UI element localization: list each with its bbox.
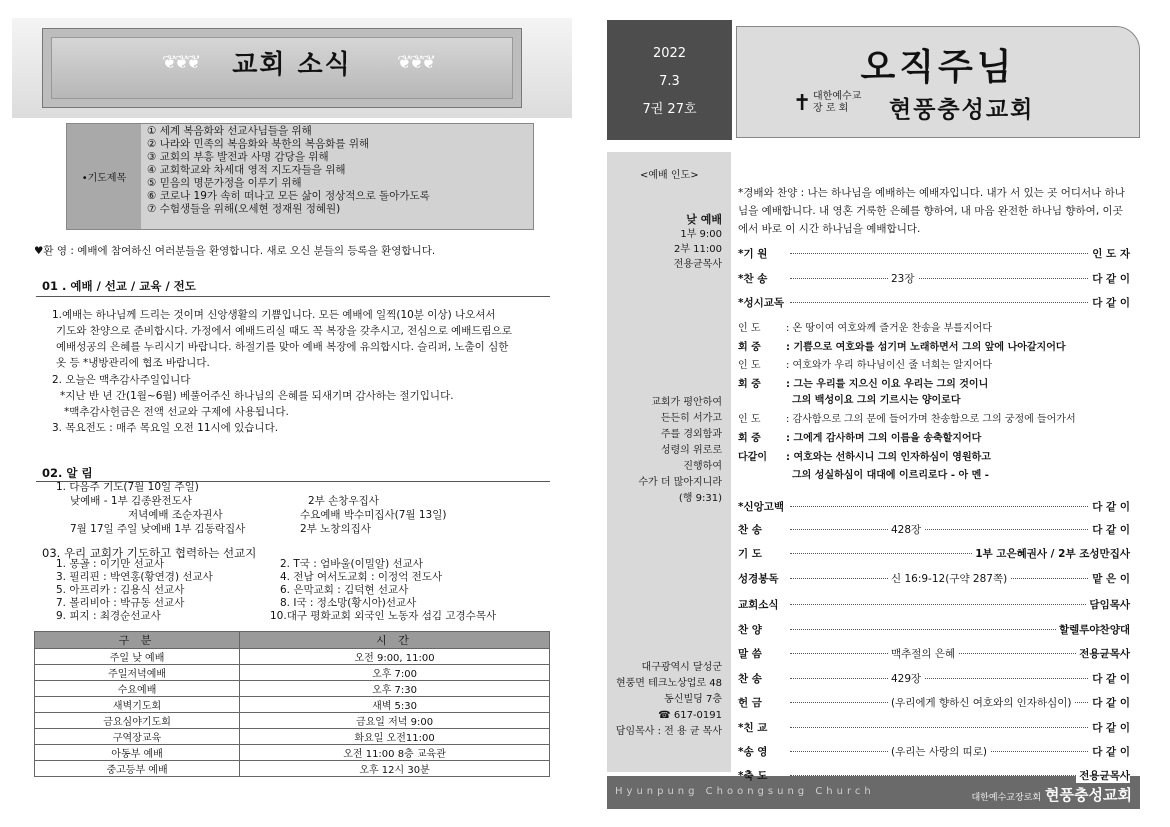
address-line: 동신빌딩 7층 xyxy=(664,694,722,705)
mission-item: 1. 몽골 : 이기만 선교사 xyxy=(56,558,165,570)
order-label: *성시교독 xyxy=(738,297,785,309)
responsive-line xyxy=(738,449,991,467)
worship-leader-label: <예배 인도> xyxy=(640,170,699,181)
table-header: 시 간 xyxy=(240,632,550,649)
worship-line: 예배성공의 은혜를 누리시기 바랍니다. 하절기를 맞아 예배 복장에 유의합시다. 슬리퍼, 노출이 심한 xyxy=(56,341,509,353)
church-name: 현풍충성교회 xyxy=(889,96,1035,123)
table-cell: 금요심야기도회 xyxy=(35,713,240,729)
order-content: 429장 xyxy=(888,671,924,686)
reader-role: 다같이 xyxy=(738,452,767,463)
prayer-item: ① 세계 복음화와 선교사님들을 위해 xyxy=(147,125,312,137)
reading-text: 그의 백성이요 그의 기르시는 양이로다 xyxy=(792,395,961,406)
table-row xyxy=(35,761,550,777)
order-row xyxy=(738,621,1130,637)
verse-line: 진행하여 xyxy=(683,461,722,472)
table-cell: 아동부 예배 xyxy=(35,745,240,761)
prayer-list xyxy=(141,124,533,229)
address-line: 대구광역시 달성군 xyxy=(641,662,722,673)
order-leader: 다 같 이 xyxy=(1089,695,1130,710)
reading-text: : 여호와가 우리 하나님이신 줄 너희는 알지어다 xyxy=(786,360,992,371)
order-leader: 다 같 이 xyxy=(1089,744,1130,759)
service-times xyxy=(662,212,722,272)
divider xyxy=(36,296,550,297)
church-address xyxy=(612,660,722,740)
notice-line: 7월 17일 주일 낮예배 1부 김동락집사 xyxy=(70,523,246,535)
denomination-line: 대한예수교 xyxy=(813,91,862,102)
service-line: 전용균목사 xyxy=(673,259,722,270)
table-cell: 중고등부 예배 xyxy=(35,761,240,777)
mission-item: 7. 볼리비아 : 박규동 선교사 xyxy=(56,597,185,609)
prayer-label: •기도제목 xyxy=(67,124,141,229)
address-line: ☎ 617-0191 xyxy=(658,710,722,721)
order-label: 교회소식 xyxy=(738,599,779,611)
order-row xyxy=(738,694,1130,710)
worship-line: *맥추감사헌금은 전액 선교와 구제에 사용됩니다. xyxy=(64,406,289,418)
order-leader: 인 도 자 xyxy=(1089,246,1130,261)
reading-text: : 그는 우리를 지으신 이요 우리는 그의 것이니 xyxy=(786,379,989,390)
call-to-worship: 에서 바로 이 시간 하나님을 예배합니다. xyxy=(738,223,921,235)
order-label: *기 원 xyxy=(738,248,768,260)
responsive-line xyxy=(738,357,992,375)
responsive-line xyxy=(738,339,1066,357)
issue-volume: 7권 27호 xyxy=(642,102,697,117)
order-row xyxy=(738,645,1130,661)
order-leader: 다 같 이 xyxy=(1089,499,1130,514)
table-cell: 주일 낮 예배 xyxy=(35,649,240,665)
table-cell: 금요일 저녁 9:00 xyxy=(240,713,550,729)
responsive-line xyxy=(738,430,981,448)
dotted-leader xyxy=(790,302,1130,303)
leaf-ornament-icon: ❦❦❦ xyxy=(397,52,434,73)
order-content: (우리에게 향하신 여호와의 인자하심이) xyxy=(888,695,1075,710)
service-title: 낮 예배 xyxy=(686,213,722,226)
call-to-worship: *경배와 찬양 : 나는 하나님을 예배하는 예배자입니다. 내가 서 있는 곳 어디서나 하나 xyxy=(738,187,1125,199)
section-title-worship: 01 . 예배 / 선교 / 교육 / 전도 xyxy=(42,279,196,293)
dotted-leader xyxy=(790,253,1130,254)
order-label: *신앙고백 xyxy=(738,501,785,513)
prayer-topics xyxy=(66,123,534,230)
verse-line: 주를 경외함과 xyxy=(660,429,722,440)
footer-english: Hyunpung Choongsung Church xyxy=(615,786,875,797)
notice-line: 저녁예배 조순자권사 xyxy=(128,509,223,521)
order-row xyxy=(738,670,1130,686)
table-cell: 화요일 오전11:00 xyxy=(240,729,550,745)
worship-line: 기도와 찬양으로 준비합시다. 가정에서 예배드리실 때도 꼭 복장을 갖추시고, 전심으로 예배드림으로 xyxy=(56,325,512,337)
table-row xyxy=(35,713,550,729)
table-cell: 오후 7:30 xyxy=(240,681,550,697)
table-cell: 수요예배 xyxy=(35,681,240,697)
mission-item: 3. 필리핀 : 박연홍(황연경) 선교사 xyxy=(56,571,213,583)
footer-korean xyxy=(971,784,1132,805)
table-cell: 오후 7:00 xyxy=(240,665,550,681)
prayer-item: ⑤ 믿음의 명문가정을 이루기 위해 xyxy=(147,177,302,189)
reader-role: 인 도 xyxy=(738,323,761,334)
notice-line: 수요예배 박수미집사(7월 13일) xyxy=(300,509,447,521)
prayer-item: ⑥ 코로나 19가 속히 떠나고 모든 삶이 정상적으로 돌아가도록 xyxy=(147,190,430,202)
table-cell: 새벽기도회 xyxy=(35,697,240,713)
denomination xyxy=(813,91,861,115)
order-label: *송 영 xyxy=(738,746,768,758)
table-cell: 주일저녁예배 xyxy=(35,665,240,681)
mission-item: 8. I국 : 정소망(황시아)선교사 xyxy=(280,597,417,609)
service-line: 1부 9:00 xyxy=(680,229,722,240)
order-row xyxy=(738,767,1130,783)
mission-item: 10.대구 평화교회 외국인 노동자 섬김 고경수목사 xyxy=(270,610,497,622)
news-title: 교회 소식 xyxy=(232,50,352,80)
worship-line: 3. 목요전도 : 매주 목요일 오전 11시에 있습니다. xyxy=(52,422,279,434)
masthead-title: 오직주님 xyxy=(860,47,1016,88)
table-row xyxy=(35,649,550,665)
section-title-notice: 02. 알 림 xyxy=(42,466,93,480)
responsive-line xyxy=(738,320,992,338)
welcome-text: ♥환 영 : 예배에 참여하신 여러분들을 환영합니다. 새로 오신 분들의 등록을 환영합니다. xyxy=(34,245,436,257)
notice-line: 1. 다음주 기도(7월 10일 주일) xyxy=(56,481,199,493)
verse-line: 수가 더 많아지니라 xyxy=(638,477,722,488)
verse-line: (행 9:31) xyxy=(678,493,722,504)
order-content: 23장 xyxy=(888,271,918,286)
mission-item: 6. 은막교회 : 김덕현 선교사 xyxy=(280,584,409,596)
worship-schedule-table xyxy=(34,631,550,777)
reading-text: : 감사함으로 그의 문에 들어가며 찬송함으로 그의 궁정에 들어가서 xyxy=(786,414,1076,425)
table-cell: 오전 11:00 8층 교육관 xyxy=(240,745,550,761)
verse-line: 든든히 서가고 xyxy=(660,413,722,424)
order-label: 말 씀 xyxy=(738,648,762,660)
order-label: *찬 송 xyxy=(738,273,768,285)
mission-item: 9. 피지 : 최경순선교사 xyxy=(56,610,161,622)
order-row xyxy=(738,596,1130,612)
order-leader: 다 같 이 xyxy=(1089,671,1130,686)
table-row xyxy=(35,697,550,713)
order-row xyxy=(738,498,1130,514)
order-label: *친 교 xyxy=(738,722,768,734)
mission-item: 5. 아프리카 : 김용식 선교사 xyxy=(56,584,185,596)
prayer-item: ④ 교회학교와 차세대 영적 지도자들을 위해 xyxy=(147,164,346,176)
dotted-leader xyxy=(790,604,1130,605)
leaf-ornament-icon: ❦❦❦ xyxy=(162,52,199,73)
order-label: 찬 송 xyxy=(738,524,762,536)
order-label: 찬 양 xyxy=(738,624,762,636)
dotted-leader xyxy=(790,506,1130,507)
prayer-item: ⑦ 수험생들을 위해(오세현 정재원 정혜원) xyxy=(147,203,341,215)
table-cell: 오후 12시 30분 xyxy=(240,761,550,777)
reader-role: 회 중 xyxy=(738,433,761,444)
order-row xyxy=(738,743,1130,759)
order-leader: 다 같 이 xyxy=(1089,271,1130,286)
responsive-line xyxy=(738,411,1076,429)
reading-text: : 여호와는 선하시니 그의 인자하심이 영원하고 xyxy=(786,452,991,463)
footer-denomination: 대한예수교장로회 xyxy=(971,793,1042,803)
responsive-line xyxy=(738,467,989,485)
order-row xyxy=(738,545,1130,561)
issue-info xyxy=(607,20,732,140)
notice-line: 2부 노창의집사 xyxy=(300,523,371,535)
order-leader: 1부 고은혜권사 / 2부 조성만집사 xyxy=(972,546,1130,561)
mission-item: 4. 전남 여서도교회 : 이정억 전도사 xyxy=(280,571,443,583)
order-leader: 담임목사 xyxy=(1086,597,1130,612)
order-content: 맥추절의 은혜 xyxy=(888,646,958,661)
issue-date: 7.3 xyxy=(659,74,680,89)
denomination-line: 장 로 회 xyxy=(813,103,849,114)
section-title-missions: 03. 우리 교회가 기도하고 협력하는 선교지 xyxy=(42,546,257,560)
table-row xyxy=(35,665,550,681)
order-label: 헌 금 xyxy=(738,697,762,709)
responsive-line xyxy=(738,392,961,410)
reader-role: 회 중 xyxy=(738,342,761,353)
order-row xyxy=(738,570,1130,586)
order-row xyxy=(738,521,1130,537)
dotted-leader xyxy=(790,278,1130,279)
order-leader: 다 같 이 xyxy=(1089,295,1130,310)
verse-line: 성령의 위로로 xyxy=(660,445,722,456)
address-line: 현풍면 테크노상업로 48 xyxy=(615,678,722,689)
reading-text: : 그에게 감사하며 그의 이름을 송축할지어다 xyxy=(786,433,982,444)
notice-line: 낮예배 - 1부 김종완전도사 xyxy=(70,495,192,507)
reading-text: 그의 성실하심이 대대에 이르리로다 - 아 멘 - xyxy=(792,470,989,481)
order-row xyxy=(738,270,1130,286)
order-row xyxy=(738,245,1130,261)
order-leader: 전용균목사 xyxy=(1076,646,1130,661)
worship-line: 1.예배는 하나님께 드리는 것이며 신앙생활의 기쁨입니다. 모든 예배에 일찍(10분 이상) 나오셔서 xyxy=(52,309,496,321)
table-cell: 구역장교육 xyxy=(35,729,240,745)
issue-year: 2022 xyxy=(652,46,687,61)
table-row xyxy=(35,745,550,761)
order-label: *축 도 xyxy=(738,770,768,782)
dotted-leader xyxy=(790,529,1130,530)
order-content: 신 16:9-12(구약 287쪽) xyxy=(888,571,1010,586)
reader-role: 인 도 xyxy=(738,360,761,371)
worship-line: 2. 오늘은 맥추감사주일입니다 xyxy=(52,374,191,386)
order-leader: 전용균목사 xyxy=(1076,768,1130,783)
table-row xyxy=(35,729,550,745)
reading-text: : 기쁨으로 여호와를 섬기며 노래하면서 그의 앞에 나아갈지어다 xyxy=(786,342,1066,353)
order-leader: 다 같 이 xyxy=(1089,720,1130,735)
table-row xyxy=(35,681,550,697)
order-leader: 맡 은 이 xyxy=(1089,571,1130,586)
worship-line: 옷 등 *냉방관리에 협조 바랍니다. xyxy=(56,357,210,369)
reader-role: 인 도 xyxy=(738,414,761,425)
address-line: 담임목사 : 전 용 균 목사 xyxy=(615,726,722,737)
table-cell: 오전 9:00, 11:00 xyxy=(240,649,550,665)
reading-text: : 온 땅이여 여호와께 즐거운 찬송을 부를지어다 xyxy=(786,323,992,334)
mission-item: 2. T국 : 엄바울(이밀알) 선교사 xyxy=(280,558,423,570)
verse-line: 교회가 평안하여 xyxy=(651,397,722,408)
order-leader: 할렐루야찬양대 xyxy=(1056,622,1130,637)
notice-line: 2부 손창우집사 xyxy=(308,495,379,507)
order-label: 찬 송 xyxy=(738,673,762,685)
table-header: 구 분 xyxy=(35,632,240,649)
prayer-item: ③ 교회의 부흥 발전과 사명 감당을 위해 xyxy=(147,151,329,163)
table-header-row xyxy=(35,632,550,649)
order-row xyxy=(738,294,1130,310)
masthead xyxy=(736,26,1140,138)
order-content: 428장 xyxy=(888,522,924,537)
order-content: (우리는 사랑의 띠로) xyxy=(888,744,990,759)
scripture-verse xyxy=(612,395,722,507)
footer-church: 현풍충성교회 xyxy=(1045,786,1132,804)
worship-line: *지난 반 년 간(1월~6월) 베풀어주신 하나님의 은혜를 되새기며 감사하는 절기입니다. xyxy=(60,390,454,402)
order-label: 성경봉독 xyxy=(738,573,779,585)
order-label: 기 도 xyxy=(738,548,762,560)
call-to-worship: 님을 예배합니다. 내 영혼 거룩한 은혜를 향하여, 내 마음 완전한 하나님 향하여, 이곳 xyxy=(738,205,1123,217)
reader-role: 회 중 xyxy=(738,379,761,390)
news-banner xyxy=(12,18,572,118)
order-leader: 다 같 이 xyxy=(1089,522,1130,537)
dotted-leader xyxy=(790,678,1130,679)
dotted-leader xyxy=(790,727,1130,728)
service-line: 2부 11:00 xyxy=(673,244,722,255)
cross-logo-icon: ✝ xyxy=(793,91,812,116)
order-row xyxy=(738,719,1130,735)
table-cell: 새벽 5:30 xyxy=(240,697,550,713)
prayer-item: ② 나라와 민족의 복음화와 북한의 복음화를 위해 xyxy=(147,138,370,150)
